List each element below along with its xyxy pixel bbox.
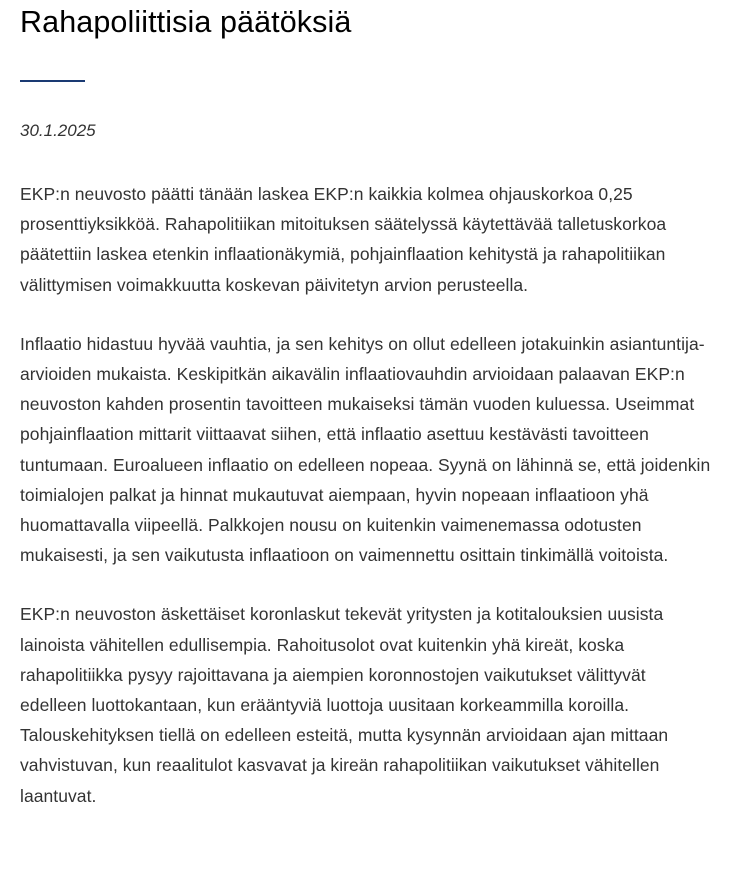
article-body — [20, 179, 714, 811]
article-paragraph-1: EKP:n neuvosto päätti tänään laskea EKP:n kaikkia kolmea ohjauskorkoa 0,25 prosenttiyksikköä. Rahapolitiikan mitoituksen säätelyssä käytettävää talletuskorkoa päätettiin laskea etenkin inflaationäkymiä, pohjainflaation kehitystä ja rahapolitiikan välittymisen voimakkuutta koskevan päivitetyn arvion perusteella. — [20, 184, 667, 295]
page-title: Rahapoliittisia päätöksiä — [20, 5, 352, 39]
publish-date: 30.1.2025 — [20, 121, 96, 140]
article-paragraph-3: EKP:n neuvoston äskettäiset koronlaskut tekevät yritysten ja kotitalouksien uusista lainoista vähitellen edullisempia. Rahoitusolot ovat kuitenkin yhä kireät, koska rahapolitiikka pysyy rajoittavana ja aiempien koronnostojen vaikutukset välittyvät edelleen luottokantaan, kun erääntyviä luottoja uusitaan korkeammilla koroilla. Talouskehityksen tiellä on edelleen esteitä, mutta kysynnän arvioidaan ajan mittaan vahvistuvan, kun reaalitulot kasvavat ja kireän rahapolitiikan vaikutukset vähitellen laantuvat. — [20, 604, 669, 806]
title-underline-rule — [20, 80, 85, 82]
article-paragraph-2: Inflaatio hidastuu hyvää vauhtia, ja sen kehitys on ollut edelleen jotakuinkin asiantuntija-arvioiden mukaista. Keskipitkän aikavälin inflaatiovauhdin arvioidaan palaavan EKP:n neuvoston kahden prosentin tavoitteen mukaiseksi tämän vuoden kuluessa. Useimmat pohjainflaation mittarit viittaavat siihen, että inflaatio asettuu kestävästi tavoitteen tuntumaan. Euroalueen inflaatio on edelleen nopeaa. Syynä on lähinnä se, että joidenkin toimialojen palkat ja hinnat mukautuvat aiempaan, hyvin nopeaan inflaatioon yhä huomattavalla viipeellä. Palkkojen nousu on kuitenkin vaimenemassa odotusten mukaisesti, ja sen vaikutusta inflaatioon on vaimennettu osittain tinkimällä voitoista. — [20, 333, 711, 566]
